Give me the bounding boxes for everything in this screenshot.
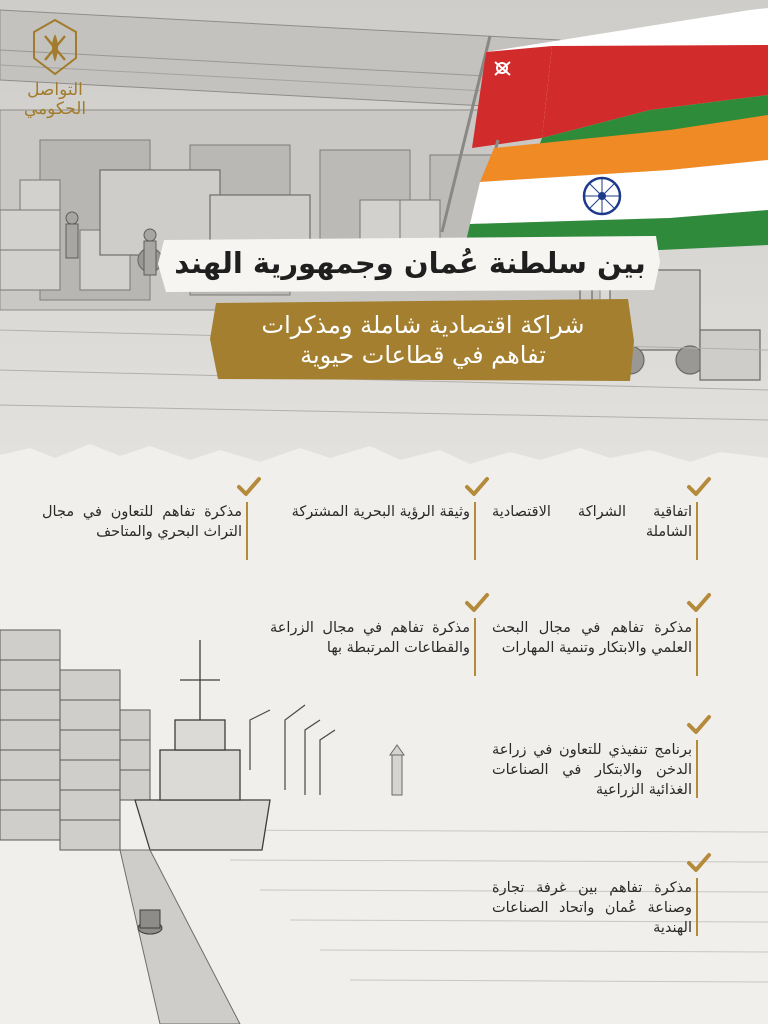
agreement-item-text: مذكرة تفاهم للتعاون في مجال التراث البحري والمتاحف (42, 504, 242, 540)
agreement-item (492, 858, 704, 948)
check-icon (464, 476, 490, 498)
check-icon (686, 714, 712, 736)
check-icon (464, 592, 490, 614)
page-title: بين سلطنة عُمان وجمهورية الهند (174, 246, 646, 280)
agreement-item (492, 482, 704, 572)
item-divider (696, 618, 698, 676)
agreement-item (278, 482, 482, 572)
logo-line-1: التواصل (27, 80, 83, 100)
title-banner (156, 232, 664, 294)
agreement-item-text: برنامج تنفيذي للتعاون في زراعة الدخن والابتكار في الصناعات الغذائية الزراعية (492, 742, 692, 798)
agreement-item (42, 482, 254, 572)
item-divider (474, 502, 476, 560)
check-icon (686, 476, 712, 498)
page-subtitle (210, 297, 636, 383)
check-icon (236, 476, 262, 498)
agreement-item-text: مذكرة تفاهم بين غرفة تجارة وصناعة عُمان واتحاد الصناعات الهندية (492, 880, 692, 936)
item-divider (246, 502, 248, 560)
item-divider (474, 618, 476, 676)
oman-emblem-icon (30, 18, 80, 76)
agreement-item (492, 598, 704, 688)
agreement-item-text: مذكرة تفاهم في مجال البحث العلمي والابتكار وتنمية المهارات (492, 620, 692, 656)
check-icon (686, 852, 712, 874)
agreement-item-text: وثيقة الرؤية البحرية المشتركة (291, 504, 470, 520)
subtitle-line-2: تفاهم في قطاعات حيوية (300, 341, 546, 369)
check-icon (686, 592, 712, 614)
subtitle-banner (210, 297, 636, 383)
item-divider (696, 502, 698, 560)
oman-india-flags (420, 0, 768, 250)
agreement-item-text: اتفاقية الشراكة الاقتصادية الشاملة (492, 504, 692, 540)
item-divider (696, 878, 698, 936)
government-communication-logo (14, 18, 96, 118)
logo-line-2: الحكومي (23, 99, 87, 119)
subtitle-line-1: شراكة اقتصادية شاملة ومذكرات (261, 311, 585, 339)
agreement-item (270, 598, 482, 688)
item-divider (696, 740, 698, 798)
agreement-item (492, 720, 704, 810)
agreement-item-text: مذكرة تفاهم في مجال الزراعة والقطاعات المرتبطة بها (270, 620, 470, 656)
